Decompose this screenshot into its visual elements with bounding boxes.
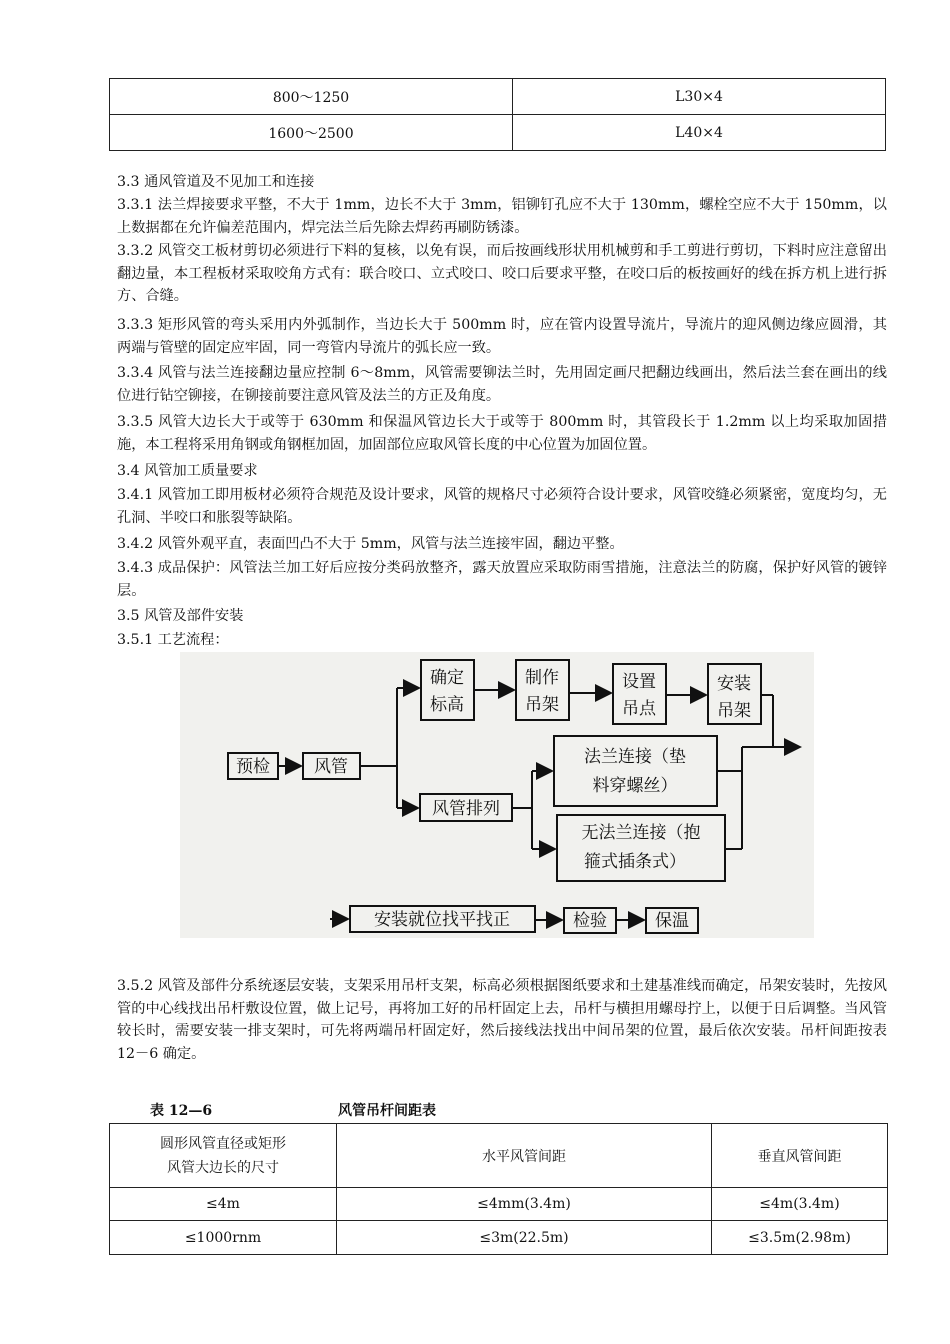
table-cell: 1600～2500 <box>110 115 513 151</box>
paragraph-3-4-2: 3.4.2 风管外观平直，表面凹凸不大于 5mm，风管与法兰连接牢固，翻边平整。 <box>117 536 624 552</box>
paragraph-3-3-3: 3.3.3 矩形风管的弯头采用内外弧制作，当边长大于 500mm 时，应在管内设置导流片，导流片的迎风侧边缘应圆滑，其两端与管壁的固定应牢固，同一弯管内导流片的弧长应一致。 <box>117 317 887 356</box>
table-row <box>110 79 886 115</box>
section-heading-3-5-1: 3.5.1 工艺流程： <box>117 632 229 648</box>
table-title: 风管吊杆间距表 <box>338 1103 436 1119</box>
paragraph-3-3-1: 3.3.1 法兰焊接要求平整，不大于 1mm，边长不大于 3mm，铝铆钉孔应不大于 130mm，螺栓空应不大于 150mm，以上数据都在允许偏差范围内，焊完法兰后先除去焊药再刷防锈漆。 <box>117 197 887 236</box>
column-header-vertical: 垂直风管间距 <box>712 1124 888 1188</box>
section-heading-3-4: 3.4 风管加工质量要求 <box>117 463 258 479</box>
step-flange-line1: 法兰连接（垫 <box>584 747 686 767</box>
table-row <box>110 115 886 151</box>
step-arrange: 风管排列 <box>432 799 500 819</box>
step-set-line2: 吊点 <box>622 699 656 719</box>
table-cell: ≤3m(22.5m) <box>337 1221 712 1255</box>
step-install-line2: 吊架 <box>717 701 751 721</box>
column-header-size <box>110 1124 337 1188</box>
step-install-line1: 安装 <box>717 674 751 694</box>
step-confirm-line2: 标高 <box>430 695 464 715</box>
table-row <box>110 1221 888 1255</box>
hanger-spacing-table <box>109 1123 888 1255</box>
step-flange-line2: 料穿螺丝） <box>592 776 678 796</box>
table-header-row <box>110 1124 888 1188</box>
process-flowchart <box>180 652 814 938</box>
paragraph-3-5-2: 3.5.2 风管及部件分系统逐层安装，支架采用吊杆支架，标高必须根据图纸要求和土建基准线而确定，吊架安装时，先按风管的中心线找出吊杆敷设位置，做上记号，再将加工好的吊杆固定上去，吊杆与横担用螺母拧上，以便于日后调整。当风管较长时，需要安装一排支架时，可先将两端吊杆固定好，然后接线法找出中间吊架的位置，最后依次安装。吊杆间距按表 12－6 确定。 <box>117 978 887 1062</box>
paragraph-3-4-1: 3.4.1 风管加工即用板材必须符合规范及设计要求，风管的规格尺寸必须符合设计要求，风管咬缝必须紧密，宽度均匀，无孔洞、半咬口和胀裂等缺陷。 <box>117 487 887 526</box>
table-caption: 表 12—6 <box>150 1103 213 1119</box>
step-level: 安装就位找平找正 <box>374 910 510 930</box>
table-cell: ≤4m <box>110 1188 337 1221</box>
step-make-line1: 制作 <box>525 668 559 688</box>
paragraph-3-3-4: 3.3.4 风管与法兰连接翻边量应控制 6～8mm，风管需要铆法兰时，先用固定画尺把翻边线画出，然后法兰套在画出的线位进行钻空铆接，在铆接前要注意风管及法兰的方正及角度。 <box>117 365 887 404</box>
table-cell: 800～1250 <box>110 79 513 115</box>
table-cell: ≤4mm(3.4m) <box>337 1188 712 1221</box>
step-make-line2: 吊架 <box>525 695 559 715</box>
table-cell: L40×4 <box>513 115 886 151</box>
step-duct: 风管 <box>314 757 348 777</box>
table-row <box>110 1188 888 1221</box>
step-confirm-line1: 确定 <box>430 668 464 688</box>
column-header-size-line2: 风管大边长的尺寸 <box>167 1159 279 1176</box>
step-insulate: 保温 <box>655 911 689 931</box>
paragraph-3-3-2: 3.3.2 风管交工板材剪切必须进行下料的复核，以免有误，而后按画线形状用机械剪和手工剪进行剪切，下料时应注意留出翻边量，本工程板材采取咬角方式有：联合咬口、立式咬口、咬口后要求平整，在咬口后的板按画好的线在拆方机上进行拆方、合缝。 <box>117 243 887 304</box>
section-heading-3-3: 3.3 通风管道及不见加工和连接 <box>117 174 315 190</box>
paragraph-3-3-5: 3.3.5 风管大边长大于或等于 630mm 和保温风管边长大于或等于 800mm 时，其管段长于 1.2mm 以上均采取加固措施，本工程将采用角钢或角钢框加固，加固部位应取风管长度的中心位置为加固位置。 <box>117 414 887 453</box>
step-noflange-line1: 无法兰连接（抱 <box>581 823 701 843</box>
step-noflange-line2: 箍式插条式） <box>584 852 686 872</box>
step-set-line1: 设置 <box>622 672 656 692</box>
section-heading-3-5: 3.5 风管及部件安装 <box>117 608 244 624</box>
paragraph-3-4-3: 3.4.3 成品保护：风管法兰加工好后应按分类码放整齐，露天放置应采取防雨雪措施，注意法兰的防腐，保护好风管的镀锌层。 <box>117 560 887 599</box>
table-cell: ≤4m(3.4m) <box>712 1188 888 1221</box>
table-cell: ≤3.5m(2.98m) <box>712 1221 888 1255</box>
step-inspect: 检验 <box>573 911 607 931</box>
table-cell: L30×4 <box>513 79 886 115</box>
step-preinspect: 预检 <box>236 757 270 777</box>
column-header-horizontal: 水平风管间距 <box>337 1124 712 1188</box>
table-cell: ≤1000rnm <box>110 1221 337 1255</box>
column-header-size-line1: 圆形风管直径或矩形 <box>160 1135 286 1152</box>
size-table <box>109 78 886 151</box>
